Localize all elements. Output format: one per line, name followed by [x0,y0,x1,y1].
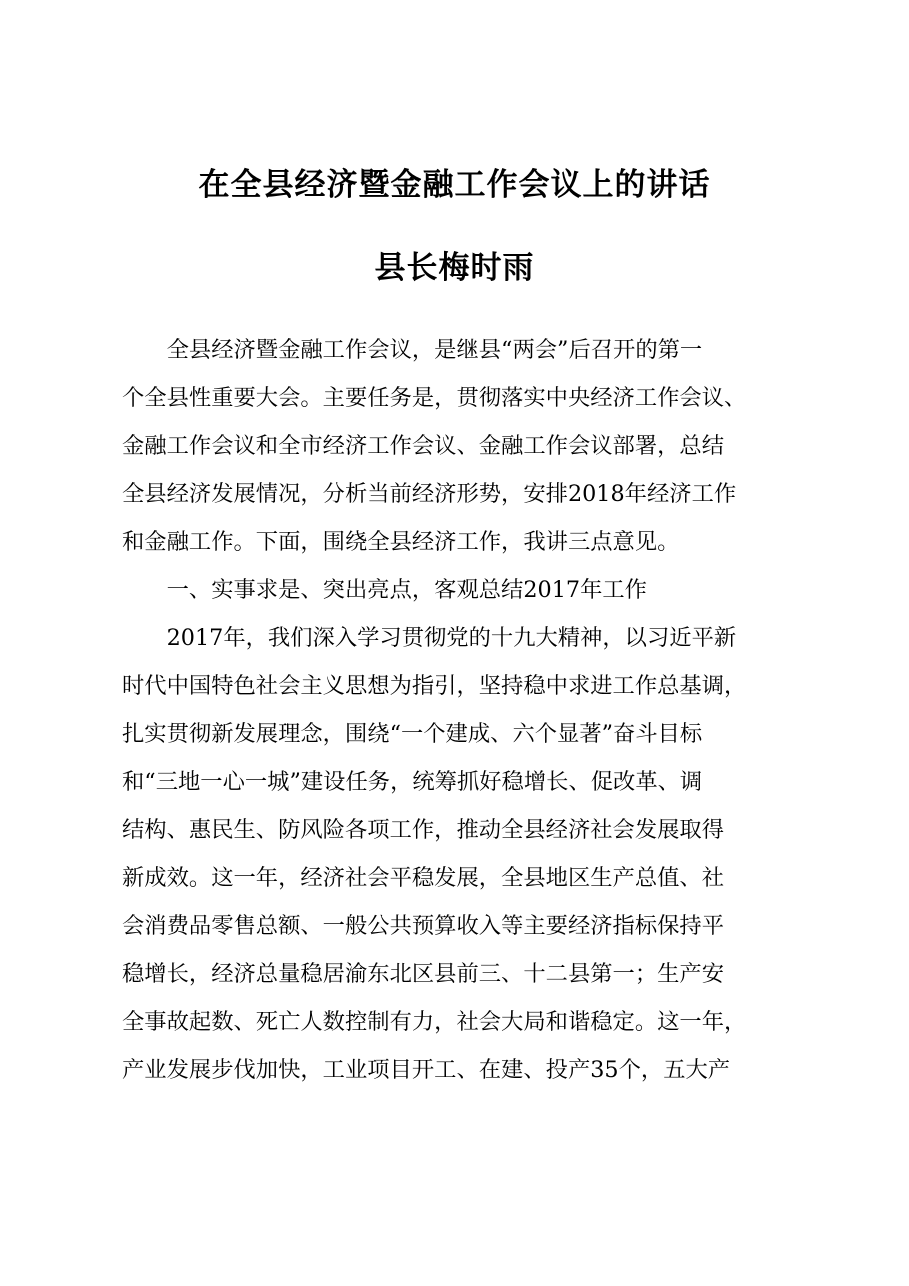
text-line: 扎实贯彻新发展理念，围绕“一个建成、六个显著”奋斗目标 [122,721,703,747]
text-line: 2017年，我们深入学习贯彻党的十九大精神，以习近平新 [122,625,737,651]
text-line: 全县经济暨金融工作会议，是继县“两会”后召开的第一 [122,337,703,363]
text-line: 时代中国特色社会主义思想为指引，坚持稳中求进工作总基调， [122,673,747,699]
speaker-line: 县长梅时雨 [374,250,535,286]
body-text [122,326,812,1094]
document-title: 在全县经济暨金融工作会议上的讲话 [198,167,711,203]
text-line: 和“三地一心一城”建设任务，统筹抓好稳增长、促改革、调 [122,769,703,795]
section-heading: 一、实事求是、突出亮点，客观总结2017年工作 [122,577,647,603]
text-line: 全事故起数、死亡人数控制有力，社会大局和谐稳定。这一年， [122,1009,747,1035]
text-line: 结构、惠民生、防风险各项工作，推动全县经济社会发展取得 [122,817,725,843]
text-line: 金融工作会议和全市经济工作会议、金融工作会议部署，总结 [122,433,725,459]
text-line: 会消费品零售总额、一般公共预算收入等主要经济指标保持平 [122,913,725,939]
text-line: 稳增长，经济总量稳居渝东北区县前三、十二县第一；生产安 [122,961,725,987]
text-line: 个全县性重要大会。主要任务是，贯彻落实中央经济工作会议、 [122,385,747,411]
text-line: 和金融工作。下面，围绕全县经济工作，我讲三点意见。 [122,529,680,555]
text-line: 产业发展步伐加快，工业项目开工、在建、投产35个，五大产 [122,1057,731,1083]
text-line: 全县经济发展情况，分析当前经济形势，安排2018年经济工作 [122,481,737,507]
text-line: 新成效。这一年，经济社会平稳发展，全县地区生产总值、社 [122,865,725,891]
